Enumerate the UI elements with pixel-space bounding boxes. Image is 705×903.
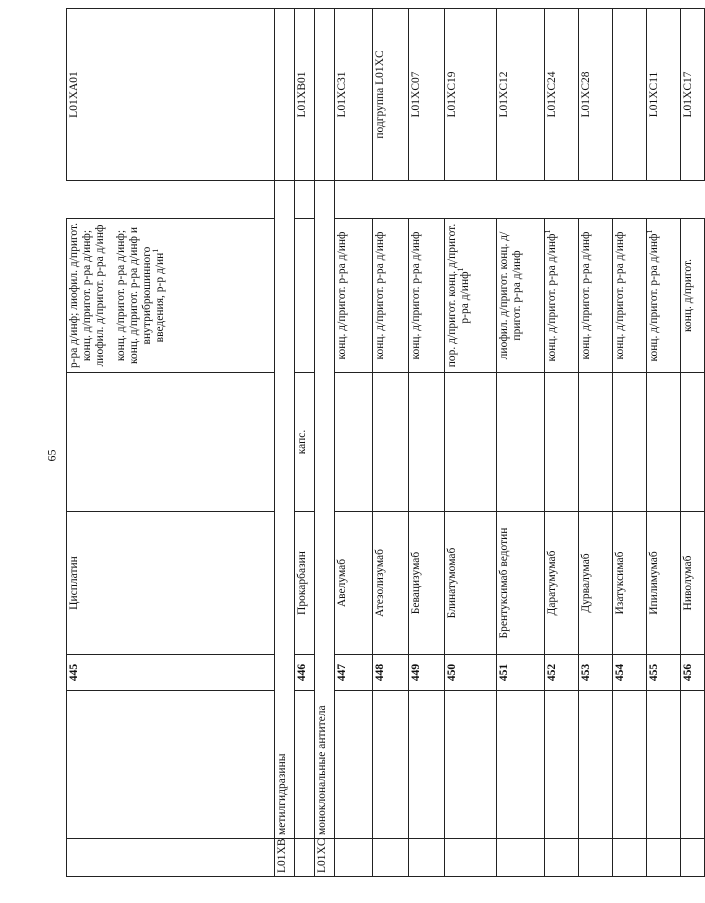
page-number: 65 — [44, 449, 59, 462]
table-row: 456 Ниволумаб конц. д/пригот. L01XC17 — [681, 9, 705, 877]
table-row: 455 Ипилимумаб конц. д/пригот. р-ра д/инф$^1$ L01XC11 — [647, 9, 681, 877]
drug-table — [66, 8, 705, 877]
table-row: 450 Блинатумомаб пор. д/пригот. конц. д/пригот. р-ра д/инф$^1$ L01XC19 — [445, 9, 497, 877]
table-row: 448 Атезолизумаб конц. д/пригот. р-ра д/инф подгруппа L01XC — [373, 9, 409, 877]
group-code: L01XB — [275, 839, 295, 877]
table-row: 453 Дурвалумаб конц. д/пригот. р-ра д/инф L01XC28 — [579, 9, 613, 877]
table-row: 447 Авелумаб конц. д/пригот. р-ра д/инф L01XC31 — [335, 9, 373, 877]
table-row: 449 Бевацизумаб конц. д/пригот. р-ра д/инф L01XC07 — [409, 9, 445, 877]
table-row: 446 Прокарбазин капс. L01XB01 — [295, 9, 315, 877]
table-row — [67, 9, 275, 877]
dosage-form: р-ра д/инф; лиофил. д/пригот. конц. д/пригот. р-ра д/инф; лиофил. д/пригот. р-ра д/инф конц. д/пригот. р-ра д/инф; конц. д/пригот. р-ра д/инф и внутрибрюшинного введения, р-р $д/ин^1$ — [67, 219, 275, 373]
row-number: 445 — [67, 655, 275, 691]
group-row — [315, 9, 335, 877]
dosage-form-top: р-ра д/инф; лиофил. д/пригот. конц. д/пригот. р-ра д/инф; лиофил. д/пригот. р-ра д/инф — [68, 222, 106, 369]
atc-code: L01XA01 — [67, 9, 275, 181]
table-row: 452 Даратумумаб конц. д/пригот. р-ра д/инф$^1$ L01XC24 — [545, 9, 579, 877]
drug-name: Цисплатин — [67, 512, 275, 655]
table-row: 454 Изатуксимаб конц. д/пригот. р-ра д/инф — [613, 9, 647, 877]
group-code: L01XC — [315, 839, 335, 877]
table-row: 451 Брентуксимаб ведотин лиофил. д/пригот. конц. д/пригот. р-ра д/инф L01XC12 — [497, 9, 545, 877]
group-name: метилгидразины — [275, 181, 295, 839]
document-table-rotated — [66, 9, 694, 877]
group-row — [275, 9, 295, 877]
group-name: моноклональные антитела — [315, 181, 335, 839]
